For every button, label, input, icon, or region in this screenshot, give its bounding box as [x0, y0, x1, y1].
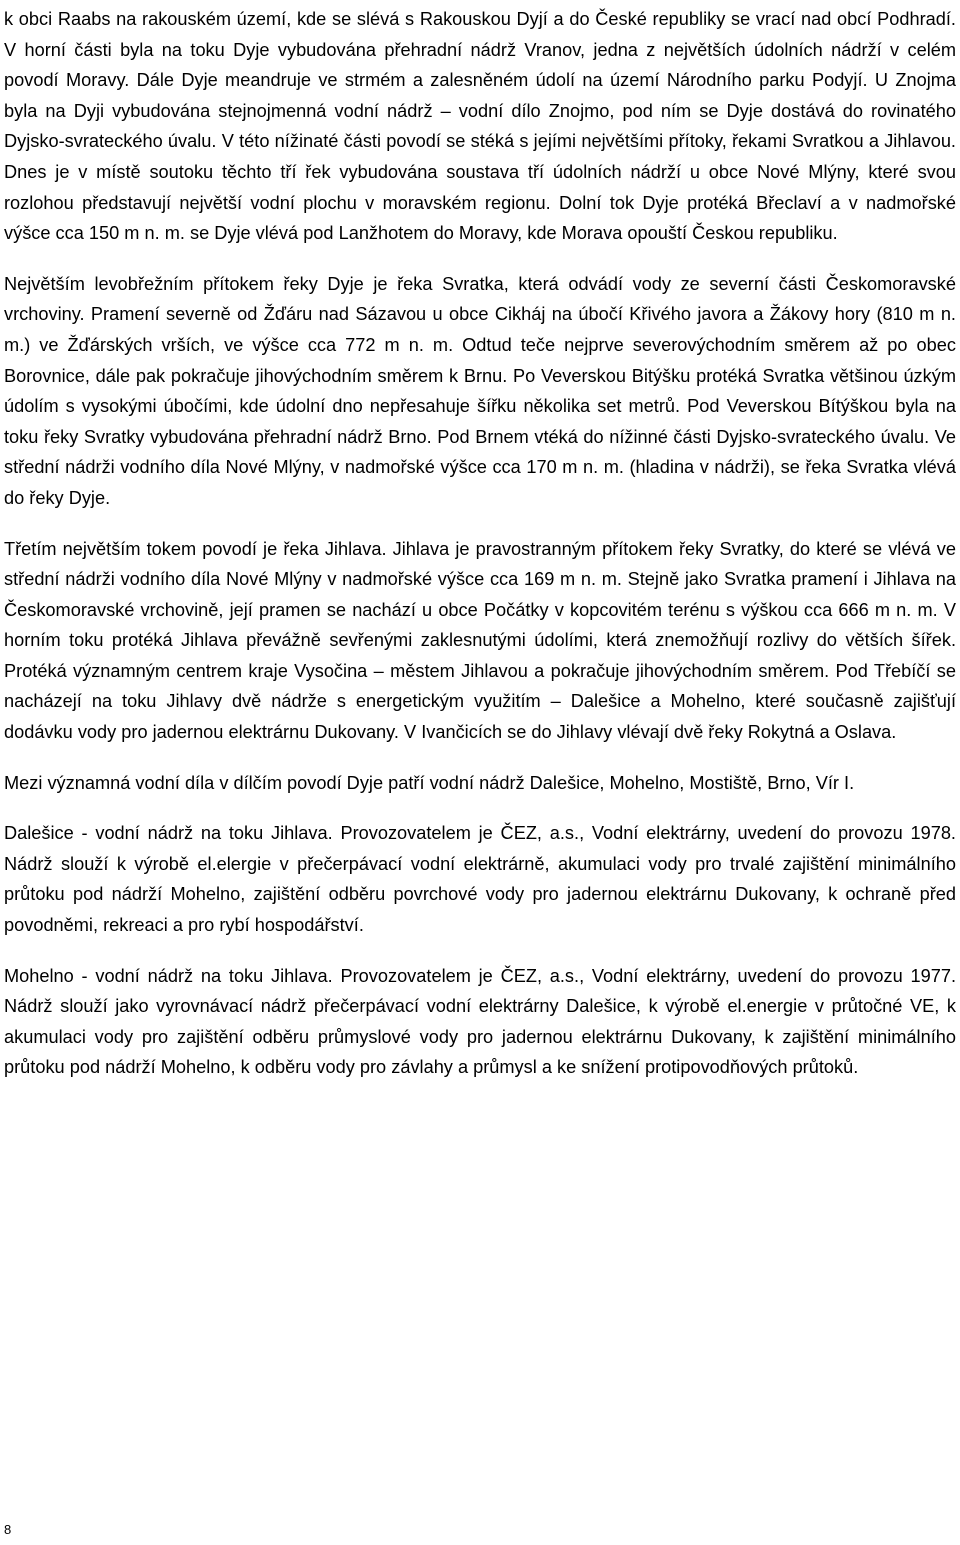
paragraph-svratka: Největším levobřežním přítokem řeky Dyje je řeka Svratka, která odvádí vody ze severní části Českomoravské vrchoviny. Pramení severně od Žďáru nad Sázavou u obce Cikháj na úbočí Křivého javora a Žákovy hory (810 m n. m.) ve Žďárských vrších, ve výšce cca 772 m n. m. Odtud teče nejprve severovýchodním směrem až po obec Borovnice, dále pak pokračuje jihovýchodním směrem k Brnu. Po Veverskou Bitýšku protéká Svratka většinou úzkým údolím s vysokými úbočími, kde údolní dno nepřesahuje šířku několika set metrů. Pod Veverskou Bítýškou byla na toku řeky Svratky vybudována přehradní nádrž Brno. Pod Brnem vtéká do nížinné části Dyjsko-svrateckého úvalu. Ve střední nádrži vodního díla Nové Mlýny, v nadmořské výšce cca 170 m n. m. (hladina v nádrži), se řeka Svratka vlévá do řeky Dyje.: [4, 273, 956, 508]
page-number: 8: [4, 1522, 12, 1537]
document-body: [4, 4, 956, 1103]
paragraph-jihlava: Třetím největším tokem povodí je řeka Jihlava. Jihlava je pravostranným přítokem řeky Svratky, do které se vlévá ve střední nádrži vodního díla Nové Mlýny v nadmořské výšce cca 169 m n. m. Stejně jako Svratka pramení i Jihlava na Českomoravské vrchovině, její pramen se nachází u obce Počátky v kopcovitém terénu s výškou cca 666 m n. m. V horním toku protéká Jihlava převážně sevřenými zaklesnutými údolími, která znemožňují rozlivy do větších šířek. Protéká významným centrem kraje Vysočina – městem Jihlavou a pokračuje jihovýchodním směrem. Pod Třebíčí se nacházejí na toku Jihlavy dvě nádrže s energetickým využitím – Dalešice a Mohelno, které současně zajišťují dodávku vody pro jadernou elektrárnu Dukovany. V Ivančicích se do Jihlavy vlévají dvě řeky Rokytná a Oslava.: [4, 538, 956, 743]
paragraph-water-works: Mezi významná vodní díla v dílčím povodí Dyje patří vodní nádrž Dalešice, Mohelno, Mostiště, Brno, Vír I.: [4, 772, 855, 793]
paragraph-dalesice: Dalešice - vodní nádrž na toku Jihlava. Provozovatelem je ČEZ, a.s., Vodní elektrárny, uvedení do provozu 1978. Nádrž slouží k výrobě el.elergie v přečerpávací vodní elektrárně, akumulaci vody pro trvalé zajištění minimálního průtoku pod nádrží Mohelno, zajištění odběru povrchové vody pro jadernou elektrárnu Dukovany, k ochraně před povodněmi, rekreaci a pro rybí hospodářství.: [4, 823, 956, 936]
paragraph-mohelno: Mohelno - vodní nádrž na toku Jihlava. Provozovatelem je ČEZ, a.s., Vodní elektrárny, uvedení do provozu 1977. Nádrž slouží jako vyrovnávací nádrž přečerpávací vodní elektrárny Dalešice, k výrobě el.energie v průtočné VE, k akumulaci vody pro zajištění odběru průmyslové vody pro jadernou elektrárnu Dukovany, k zajištění minimálního průtoku pod nádrží Mohelno, k odběru vody pro závlahy a průmysl a ke snížení protipovodňových průtoků.: [4, 965, 956, 1078]
paragraph-dyje-course: k obci Raabs na rakouském území, kde se slévá s Rakouskou Dyjí a do České republiky se vrací nad obcí Podhradí. V horní části byla na toku Dyje vybudována přehradní nádrž Vranov, jedna z největších údolních nádrží v celém povodí Moravy. Dále Dyje meandruje ve strmém a zalesněném údolí na území Národního parku Podyjí. U Znojma byla na Dyji vybudována stejnojmenná vodní nádrž – vodní dílo Znojmo, pod ním se Dyje dostává do rovinatého Dyjsko-svrateckého úvalu. V této nížinaté části povodí se stéká s jejími největšími přítoky, řekami Svratkou a Jihlavou. Dnes je v místě soutoku těchto tří řek vybudována soustava tří údolních nádrží u obce Nové Mlýny, které svou rozlohou představují největší vodní plochu v moravském regionu. Dolní tok Dyje protéká Břeclaví a v nadmořské výšce cca 150 m n. m. se Dyje vlévá pod Lanžhotem do Moravy, kde Morava opouští Českou republiku.: [4, 9, 956, 244]
